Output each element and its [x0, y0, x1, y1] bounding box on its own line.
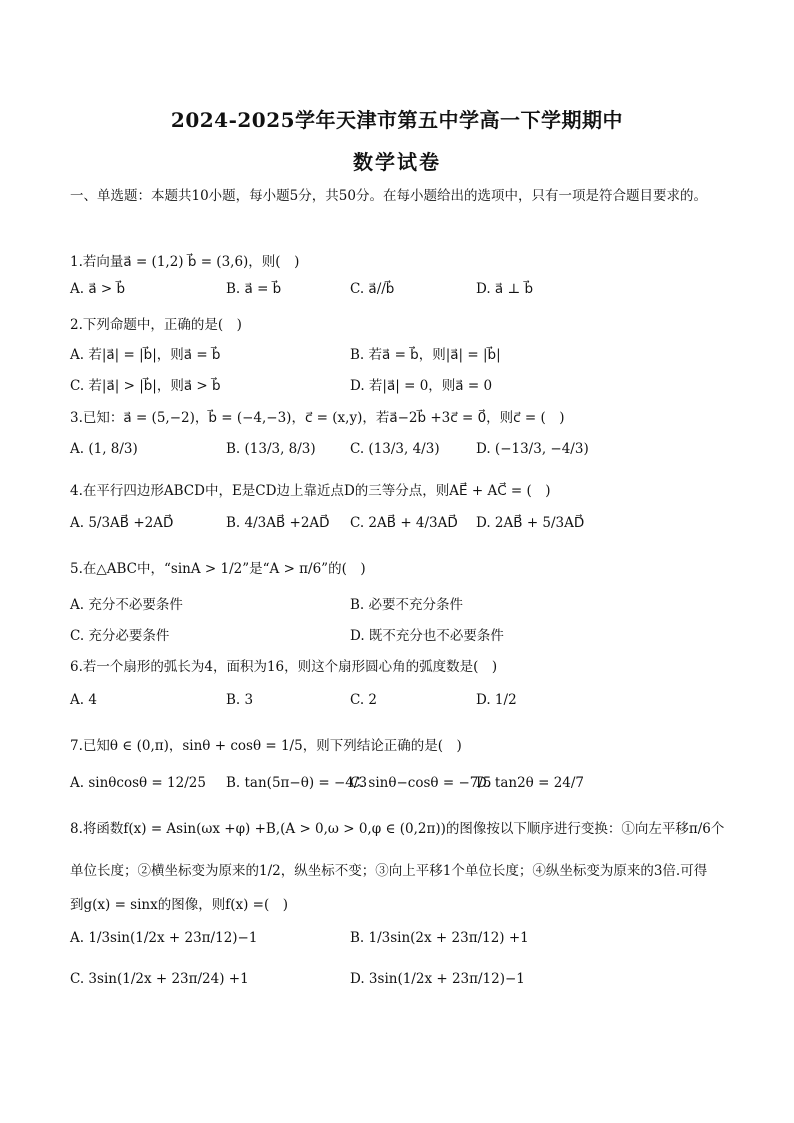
question-1-option-d: D. a⃗ ⊥ b⃗: [476, 281, 534, 297]
question-5-option-b: B. 必要不充分条件: [350, 597, 464, 613]
question-3-option-a: A. (1, 8/3): [70, 441, 138, 457]
question-1-option-a: A. a⃗ > b⃗: [70, 281, 126, 297]
question-7-option-d: D. tan2θ = 24/7: [476, 775, 585, 791]
question-8-option-a: A. 1/3sin(1/2x + 23π/12)−1: [70, 930, 258, 946]
question-7-option-b: B. tan(5π−θ) = −4/3: [226, 775, 368, 791]
question-8-stem: 8.将函数f(x) = Asin(ωx +φ) +B,(A > 0,ω > 0,φ ∈ (0,2π))的图像按以下顺序进行变换：①向左平移π/6个: [70, 821, 725, 837]
question-4-option-b: B. 4/3AB⃗ +2AD⃗: [226, 515, 330, 531]
question-6-stem: 6.若一个扇形的弧长为4，面积为16，则这个扇形圆心角的弧度数是( ): [70, 659, 498, 675]
question-3-option-b: B. (13/3, 8/3): [226, 441, 316, 457]
question-4-option-c: C. 2AB⃗ + 4/3AD⃗: [350, 515, 458, 531]
question-6-option-b: B. 3: [226, 692, 254, 708]
question-8-option-d: D. 3sin(1/2x + 23π/12)−1: [350, 971, 525, 987]
question-2-stem: 2.下列命题中，正确的是( ): [70, 317, 242, 333]
question-2-option-c: C. 若|a⃗| > |b⃗|，则a⃗ > b⃗: [70, 378, 221, 394]
question-8-stem-line2: 单位长度；②横坐标变为原来的1/2，纵坐标不变；③向上平移1个单位长度；④纵坐标变为原来的3倍.可得: [70, 863, 708, 879]
question-3-stem: 3.已知：a⃗ = (5,−2)，b⃗ = (−4,−3)，c⃗ = (x,y)，若a⃗−2b⃗ +3c⃗ = 0⃗，则c⃗ = ( ): [70, 410, 565, 426]
question-2-option-d: D. 若|a⃗| = 0，则a⃗ = 0: [350, 378, 493, 394]
question-3-option-d: D. (−13/3, −4/3): [476, 441, 589, 457]
question-7-option-c: C. sinθ−cosθ = −7/5: [350, 775, 492, 791]
question-8-option-c: C. 3sin(1/2x + 23π/24) +1: [70, 971, 249, 987]
question-6-option-c: C. 2: [350, 692, 378, 708]
question-6-option-d: D. 1/2: [476, 692, 517, 708]
question-4-option-d: D. 2AB⃗ + 5/3AD⃗: [476, 515, 585, 531]
question-8-option-b: B. 1/3sin(2x + 23π/12) +1: [350, 930, 529, 946]
section-instruction: 一、单选题：本题共10小题，每小题5分，共50分。在每小题给出的选项中，只有一项是符合题目要求的。: [70, 188, 707, 204]
question-8-stem-line3: 到g(x) = sinx的图像，则f(x) =( ): [70, 897, 289, 913]
question-5-option-a: A. 充分不必要条件: [70, 597, 183, 613]
exam-title: 2024-2025学年天津市第五中学高一下学期期中: [170, 108, 624, 132]
question-7-stem: 7.已知θ ∈ (0,π)，sinθ + cosθ = 1/5，则下列结论正确的是( ): [70, 738, 462, 754]
question-5-option-c: C. 充分必要条件: [70, 628, 170, 644]
question-6-option-a: A. 4: [70, 692, 97, 708]
question-1-option-b: B. a⃗ = b⃗: [226, 281, 282, 297]
question-4-option-a: A. 5/3AB⃗ +2AD⃗: [70, 515, 174, 531]
question-1-option-c: C. a⃗//b⃗: [350, 281, 395, 297]
question-3-option-c: C. (13/3, 4/3): [350, 441, 440, 457]
question-5-stem: 5.在△ABC中，“sinA > 1/2”是“A > π/6”的( ): [70, 561, 366, 577]
question-2-option-a: A. 若|a⃗| = |b⃗|，则a⃗ = b⃗: [70, 347, 221, 363]
exam-subtitle: 数学试卷: [353, 150, 441, 174]
question-1-stem: 1.若向量a⃗ = (1,2) b⃗ = (3,6)，则( ): [70, 254, 300, 270]
question-4-stem: 4.在平行四边形ABCD中，E是CD边上靠近点D的三等分点，则AE⃗ + AC⃗ = ( ): [70, 483, 551, 499]
question-7-option-a: A. sinθcosθ = 12/25: [70, 775, 206, 791]
question-2-option-b: B. 若a⃗ = b⃗，则|a⃗| = |b⃗|: [350, 347, 501, 363]
question-5-option-d: D. 既不充分也不必要条件: [350, 628, 504, 644]
